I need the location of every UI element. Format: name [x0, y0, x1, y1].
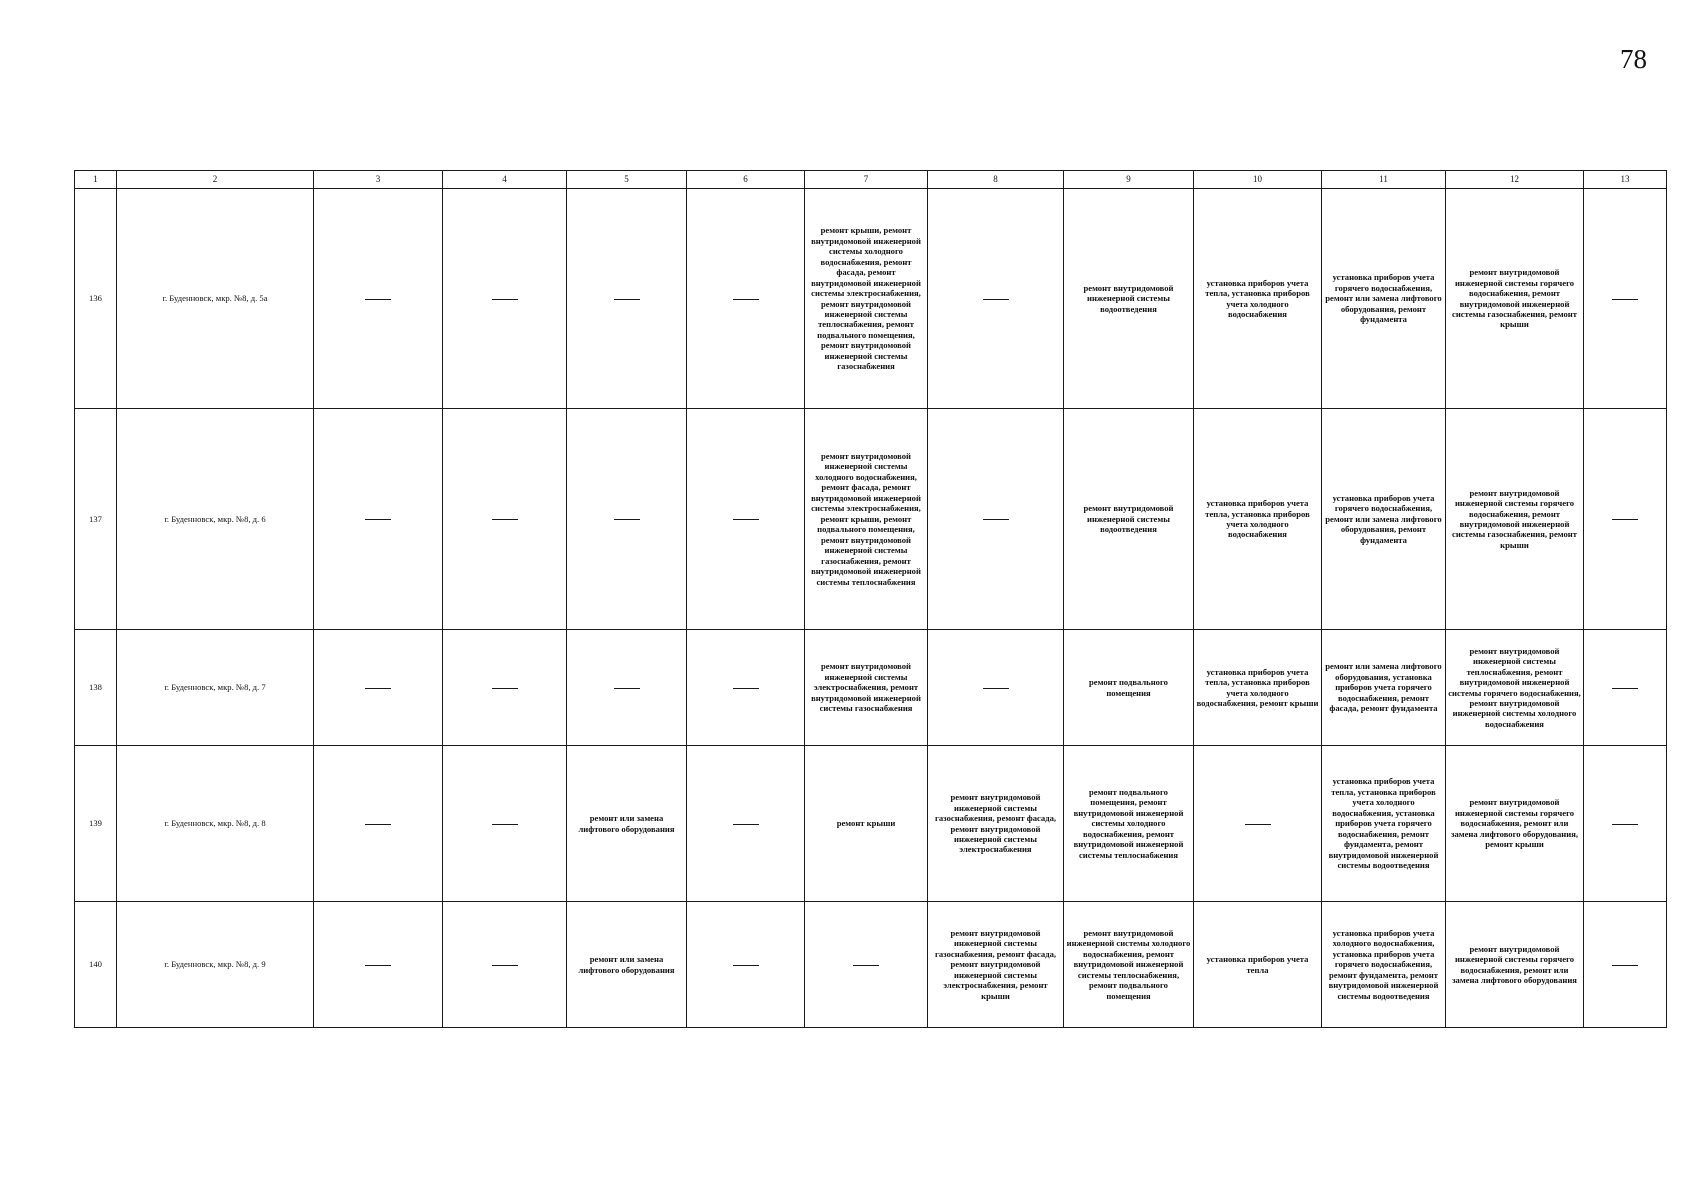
works-list-c9: ремонт внутридомовой инженерной системы холодного водоснабжения, ремонт внутридомовой инженерной системы теплоснабжения, ремонт подвального помещения	[1064, 902, 1194, 1028]
works-list-c7: ремонт внутридомовой инженерной системы холодного водоснабжения, ремонт фасада, ремонт внутридомовой инженерной системы электроснабжения, ремонт крыши, ремонт подвального помещения, ремонт внутридомовой инженерной системы газоснабжения, ремонт внутридомовой инженерной системы теплоснабжения	[805, 409, 928, 630]
empty-dash-cell	[1584, 189, 1667, 409]
works-list-c9: ремонт внутридомовой инженерной системы водоотведения	[1064, 409, 1194, 630]
table-row	[75, 189, 1667, 409]
works-list-c5: ремонт или замена лифтового оборудования	[567, 902, 687, 1028]
empty-dash-cell	[314, 630, 443, 746]
empty-dash-cell	[314, 902, 443, 1028]
row-number: 137	[75, 409, 117, 630]
building-address: г. Буденновск, мкр. №8, д. 5а	[117, 189, 314, 409]
empty-dash-cell	[443, 409, 567, 630]
table-row	[75, 630, 1667, 746]
dash-mark	[983, 519, 1009, 520]
dash-mark	[365, 965, 391, 966]
dash-mark	[733, 965, 759, 966]
dash-mark	[492, 824, 518, 825]
building-address: г. Буденновск, мкр. №8, д. 8	[117, 746, 314, 902]
empty-dash-cell	[567, 630, 687, 746]
column-header-12: 12	[1446, 171, 1584, 189]
building-address: г. Буденновск, мкр. №8, д. 9	[117, 902, 314, 1028]
dash-mark	[983, 688, 1009, 689]
row-number: 140	[75, 902, 117, 1028]
works-list-c5: ремонт или замена лифтового оборудования	[567, 746, 687, 902]
dash-mark	[492, 299, 518, 300]
empty-dash-cell	[314, 746, 443, 902]
dash-mark	[492, 965, 518, 966]
dash-mark	[614, 299, 640, 300]
column-header-3: 3	[314, 171, 443, 189]
works-list-c10: установка приборов учета тепла	[1194, 902, 1322, 1028]
row-number: 138	[75, 630, 117, 746]
works-list-c12: ремонт внутридомовой инженерной системы горячего водоснабжения, ремонт внутридомовой инженерной системы газоснабжения, ремонт крыши	[1446, 189, 1584, 409]
works-list-c9: ремонт подвального помещения	[1064, 630, 1194, 746]
dash-mark	[365, 519, 391, 520]
dash-mark	[983, 299, 1009, 300]
empty-dash-cell	[314, 409, 443, 630]
dash-mark	[1612, 824, 1638, 825]
works-list-c11: установка приборов учета тепла, установка приборов учета холодного водоснабжения, установка приборов учета горячего водоснабжения, ремонт фундамента, ремонт внутридомовой инженерной системы водоотведения	[1322, 746, 1446, 902]
empty-dash-cell	[314, 189, 443, 409]
dash-mark	[853, 965, 879, 966]
dash-mark	[733, 688, 759, 689]
dash-mark	[1245, 824, 1271, 825]
works-list-c7: ремонт крыши, ремонт внутридомовой инженерной системы холодного водоснабжения, ремонт фасада, ремонт внутридомовой инженерной системы электроснабжения, ремонт внутридомовой инженерной системы теплоснабжения, ремонт подвального помещения, ремонт внутридомовой инженерной системы газоснабжения	[805, 189, 928, 409]
empty-dash-cell	[567, 189, 687, 409]
table-row	[75, 746, 1667, 902]
column-header-8: 8	[928, 171, 1064, 189]
works-list-c10: установка приборов учета тепла, установка приборов учета холодного водоснабжения	[1194, 409, 1322, 630]
page-number: 78	[1620, 44, 1647, 74]
dash-mark	[1612, 965, 1638, 966]
column-header-2: 2	[117, 171, 314, 189]
works-list-c7: ремонт крыши	[805, 746, 928, 902]
works-list-c8: ремонт внутридомовой инженерной системы газоснабжения, ремонт фасада, ремонт внутридомовой инженерной системы электроснабжения, ремонт крыши	[928, 902, 1064, 1028]
column-header-4: 4	[443, 171, 567, 189]
building-address: г. Буденновск, мкр. №8, д. 6	[117, 409, 314, 630]
empty-dash-cell	[1194, 746, 1322, 902]
row-number: 136	[75, 189, 117, 409]
works-list-c11: установка приборов учета горячего водоснабжения, ремонт или замена лифтового оборудования, ремонт фундамента	[1322, 409, 1446, 630]
table-row	[75, 902, 1667, 1028]
column-header-9: 9	[1064, 171, 1194, 189]
empty-dash-cell	[687, 902, 805, 1028]
empty-dash-cell	[805, 902, 928, 1028]
empty-dash-cell	[1584, 409, 1667, 630]
empty-dash-cell	[443, 189, 567, 409]
column-header-1: 1	[75, 171, 117, 189]
empty-dash-cell	[443, 902, 567, 1028]
empty-dash-cell	[1584, 630, 1667, 746]
column-header-13: 13	[1584, 171, 1667, 189]
dash-mark	[365, 688, 391, 689]
dash-mark	[733, 824, 759, 825]
works-list-c12: ремонт внутридомовой инженерной системы горячего водоснабжения, ремонт или замена лифтового оборудования	[1446, 902, 1584, 1028]
dash-mark	[614, 519, 640, 520]
dash-mark	[492, 688, 518, 689]
empty-dash-cell	[1584, 902, 1667, 1028]
works-list-c7: ремонт внутридомовой инженерной системы электроснабжения, ремонт внутридомовой инженерной системы газоснабжения	[805, 630, 928, 746]
works-table	[74, 170, 1667, 1028]
empty-dash-cell	[928, 189, 1064, 409]
works-list-c9: ремонт подвального помещения, ремонт внутридомовой инженерной системы холодного водоснабжения, ремонт внутридомовой инженерной системы теплоснабжения	[1064, 746, 1194, 902]
works-list-c9: ремонт внутридомовой инженерной системы водоотведения	[1064, 189, 1194, 409]
empty-dash-cell	[928, 409, 1064, 630]
dash-mark	[492, 519, 518, 520]
works-list-c12: ремонт внутридомовой инженерной системы горячего водоснабжения, ремонт внутридомовой инженерной системы газоснабжения, ремонт крыши	[1446, 409, 1584, 630]
column-header-5: 5	[567, 171, 687, 189]
dash-mark	[733, 299, 759, 300]
dash-mark	[1612, 688, 1638, 689]
empty-dash-cell	[687, 189, 805, 409]
dash-mark	[365, 824, 391, 825]
dash-mark	[1612, 299, 1638, 300]
dash-mark	[614, 688, 640, 689]
dash-mark	[365, 299, 391, 300]
works-list-c12: ремонт внутридомовой инженерной системы горячего водоснабжения, ремонт или замена лифтового оборудования, ремонт крыши	[1446, 746, 1584, 902]
works-list-c11: установка приборов учета горячего водоснабжения, ремонт или замена лифтового оборудования, ремонт фундамента	[1322, 189, 1446, 409]
works-list-c11: ремонт или замена лифтового оборудования, установка приборов учета горячего водоснабжения, ремонт фасада, ремонт фундамента	[1322, 630, 1446, 746]
empty-dash-cell	[687, 746, 805, 902]
works-list-c12: ремонт внутридомовой инженерной системы теплоснабжения, ремонт внутридомовой инженерной системы горячего водоснабжения, ремонт внутридомовой инженерной системы холодного водоснабжения	[1446, 630, 1584, 746]
table-row	[75, 409, 1667, 630]
row-number: 139	[75, 746, 117, 902]
empty-dash-cell	[928, 630, 1064, 746]
empty-dash-cell	[687, 409, 805, 630]
works-list-c10: установка приборов учета тепла, установка приборов учета холодного водоснабжения	[1194, 189, 1322, 409]
empty-dash-cell	[567, 409, 687, 630]
empty-dash-cell	[443, 746, 567, 902]
building-address: г. Буденновск, мкр. №8, д. 7	[117, 630, 314, 746]
column-header-10: 10	[1194, 171, 1322, 189]
works-list-c10: установка приборов учета тепла, установка приборов учета холодного водоснабжения, ремонт крыши	[1194, 630, 1322, 746]
column-header-11: 11	[1322, 171, 1446, 189]
empty-dash-cell	[443, 630, 567, 746]
empty-dash-cell	[687, 630, 805, 746]
empty-dash-cell	[1584, 746, 1667, 902]
works-list-c8: ремонт внутридомовой инженерной системы газоснабжения, ремонт фасада, ремонт внутридомовой инженерной системы электроснабжения	[928, 746, 1064, 902]
column-header-6: 6	[687, 171, 805, 189]
column-header-7: 7	[805, 171, 928, 189]
column-number-row	[75, 171, 1667, 189]
dash-mark	[733, 519, 759, 520]
dash-mark	[1612, 519, 1638, 520]
works-list-c11: установка приборов учета холодного водоснабжения, установка приборов учета горячего водоснабжения, ремонт фундамента, ремонт внутридомовой инженерной системы водоотведения	[1322, 902, 1446, 1028]
